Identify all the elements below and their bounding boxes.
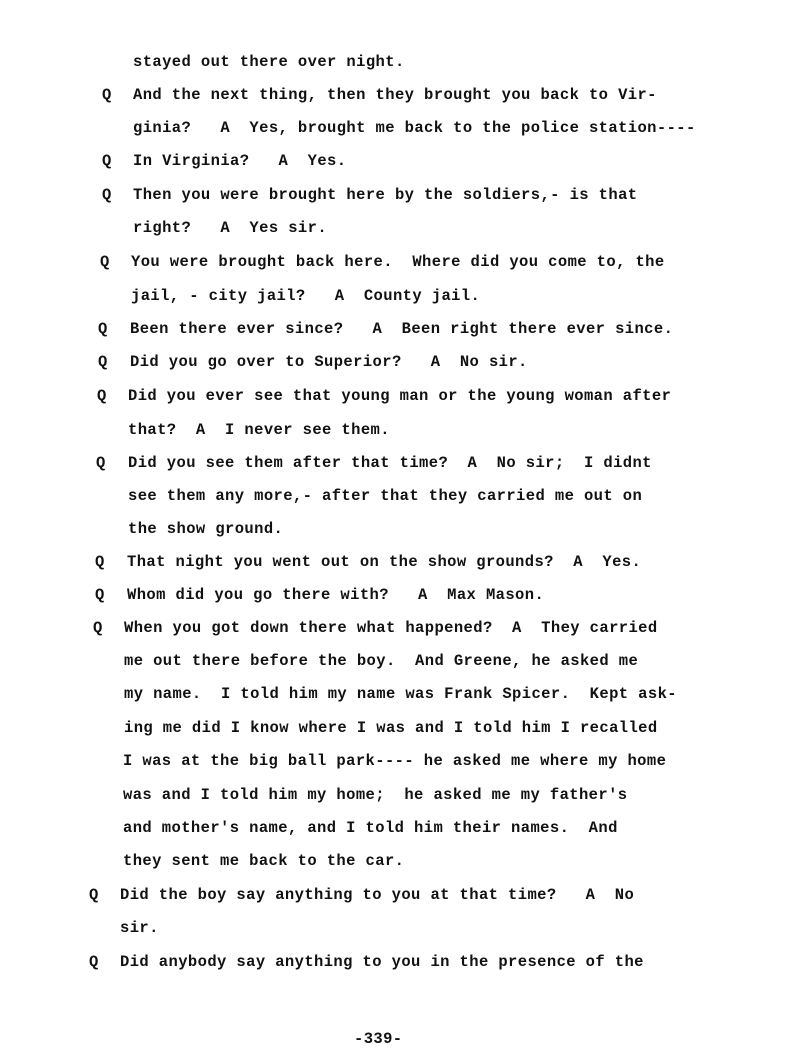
transcript-line: and mother's name, and I told him their names. And — [123, 819, 618, 837]
transcript-line: Did you ever see that young man or the young woman after — [128, 387, 672, 405]
transcript-line: my name. I told him my name was Frank Spicer. Kept ask- — [124, 685, 677, 703]
transcript-line: That night you went out on the show grounds? A Yes. — [127, 553, 642, 571]
line-marker: Q — [95, 586, 105, 604]
transcript-line: And the next thing, then they brought you back to Vir- — [133, 86, 657, 104]
transcript-line: Whom did you go there with? A Max Mason. — [127, 586, 545, 604]
transcript-line: me out there before the boy. And Greene, he asked me — [124, 652, 639, 670]
transcript-line: that? A I never see them. — [128, 421, 390, 439]
transcript-line: In Virginia? A Yes. — [133, 152, 347, 170]
transcript-line: right? A Yes sir. — [133, 219, 328, 237]
transcript-line: ing me did I know where I was and I told him I recalled — [124, 719, 658, 737]
transcript-line: jail, - city jail? A County jail. — [131, 287, 481, 305]
line-marker: Q — [102, 186, 112, 204]
transcript-line: I was at the big ball park---- he asked me where my home — [123, 752, 667, 770]
line-marker: Q — [97, 387, 107, 405]
line-marker: Q — [98, 320, 108, 338]
transcript-line: When you got down there what happened? A They carried — [124, 619, 658, 637]
transcript-line: sir. — [120, 919, 159, 937]
line-marker: Q — [96, 454, 106, 472]
line-marker: Q — [89, 953, 99, 971]
line-marker: Q — [102, 86, 112, 104]
transcript-line: Then you were brought here by the soldiers,- is that — [133, 186, 638, 204]
line-marker: Q — [95, 553, 105, 571]
page-number: -339- — [354, 1030, 403, 1048]
transcript-line: Did you go over to Superior? A No sir. — [130, 353, 528, 371]
transcript-line: they sent me back to the car. — [123, 852, 405, 870]
line-marker: Q — [100, 253, 110, 271]
transcript-line: Did anybody say anything to you in the presence of the — [120, 953, 644, 971]
line-marker: Q — [89, 886, 99, 904]
transcript-line: the show ground. — [128, 520, 284, 538]
line-marker: Q — [93, 619, 103, 637]
line-marker: Q — [102, 152, 112, 170]
line-marker: Q — [98, 353, 108, 371]
transcript-line: You were brought back here. Where did you come to, the — [131, 253, 665, 271]
transcript-line: Been there ever since? A Been right there ever since. — [130, 320, 674, 338]
transcript-line: see them any more,- after that they carried me out on — [128, 487, 643, 505]
transcript-line: was and I told him my home; he asked me my father's — [123, 786, 628, 804]
transcript-line: stayed out there over night. — [133, 53, 405, 71]
transcript-line: Did the boy say anything to you at that time? A No — [120, 886, 635, 904]
transcript-line: Did you see them after that time? A No sir; I didnt — [128, 454, 652, 472]
transcript-line: ginia? A Yes, brought me back to the police station---- — [133, 119, 696, 137]
